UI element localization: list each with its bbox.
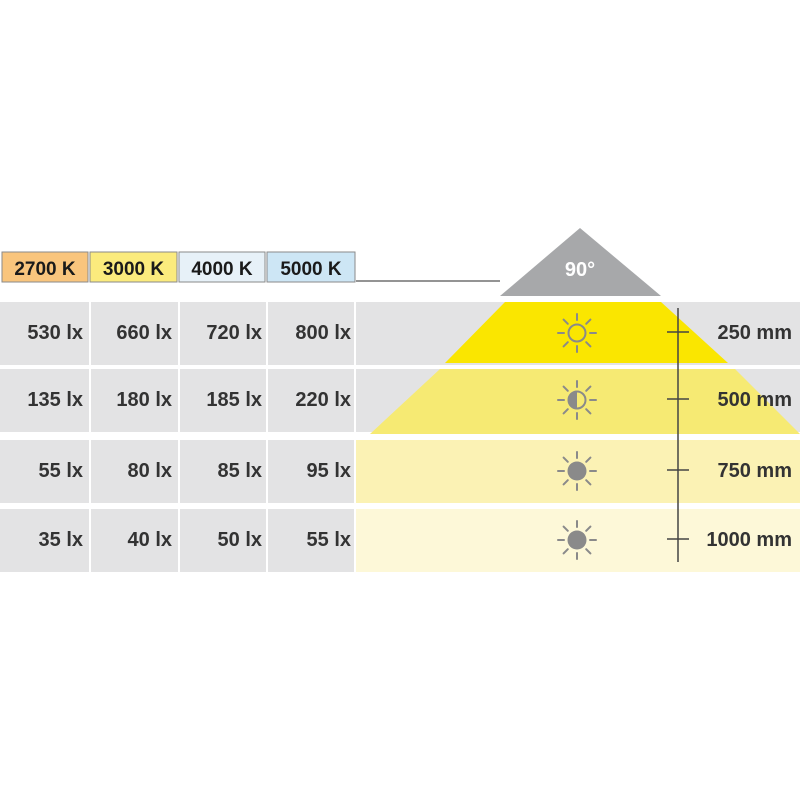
header-label: 2700 K	[14, 259, 76, 280]
header-3000k	[90, 252, 177, 282]
sun-half-icon	[558, 381, 596, 419]
column-separator	[89, 440, 91, 503]
distance-label: 250 mm	[717, 322, 792, 344]
lux-value: 180 lx	[116, 389, 172, 411]
column-separator	[354, 369, 356, 432]
lux-value: 35 lx	[38, 529, 83, 551]
lux-value: 55 lx	[38, 460, 83, 482]
column-separator	[178, 440, 180, 503]
column-separator	[89, 369, 91, 432]
lux-value: 220 lx	[295, 389, 351, 411]
lux-value: 185 lx	[206, 389, 262, 411]
column-separator	[266, 509, 268, 572]
lux-value: 800 lx	[295, 322, 351, 344]
column-separator	[266, 440, 268, 503]
header-label: 3000 K	[102, 259, 165, 280]
distance-label: 750 mm	[717, 460, 792, 482]
lux-value: 720 lx	[206, 322, 262, 344]
header-label: 5000 K	[280, 259, 342, 280]
angle-label: 90°	[564, 259, 596, 281]
lux-value: 55 lx	[306, 529, 351, 551]
column-separator	[354, 509, 356, 572]
sun-filled-icon	[558, 521, 596, 559]
column-separator	[178, 509, 180, 572]
lux-value: 50 lx	[217, 529, 262, 551]
header-2700k	[2, 252, 88, 282]
lux-value: 530 lx	[27, 322, 83, 344]
column-separator	[178, 369, 180, 432]
header-5000k	[267, 252, 355, 282]
header-4000k	[179, 252, 265, 282]
color-temperature-headers	[2, 252, 355, 282]
lux-value: 660 lx	[116, 322, 172, 344]
lux-value: 40 lx	[127, 529, 172, 551]
header-label: 4000 K	[191, 259, 253, 280]
lux-value: 85 lx	[217, 460, 262, 482]
lux-value: 135 lx	[27, 389, 83, 411]
column-separator	[89, 509, 91, 572]
column-separator	[178, 302, 180, 365]
lux-value: 80 lx	[127, 460, 172, 482]
column-separator	[354, 440, 356, 503]
column-separator	[266, 302, 268, 365]
column-separator	[266, 369, 268, 432]
distance-label: 500 mm	[717, 389, 792, 411]
sun-filled-icon	[558, 452, 596, 490]
distance-label: 1000 mm	[706, 529, 792, 551]
lux-value: 95 lx	[306, 460, 351, 482]
column-separator	[89, 302, 91, 365]
column-separator	[354, 302, 356, 365]
